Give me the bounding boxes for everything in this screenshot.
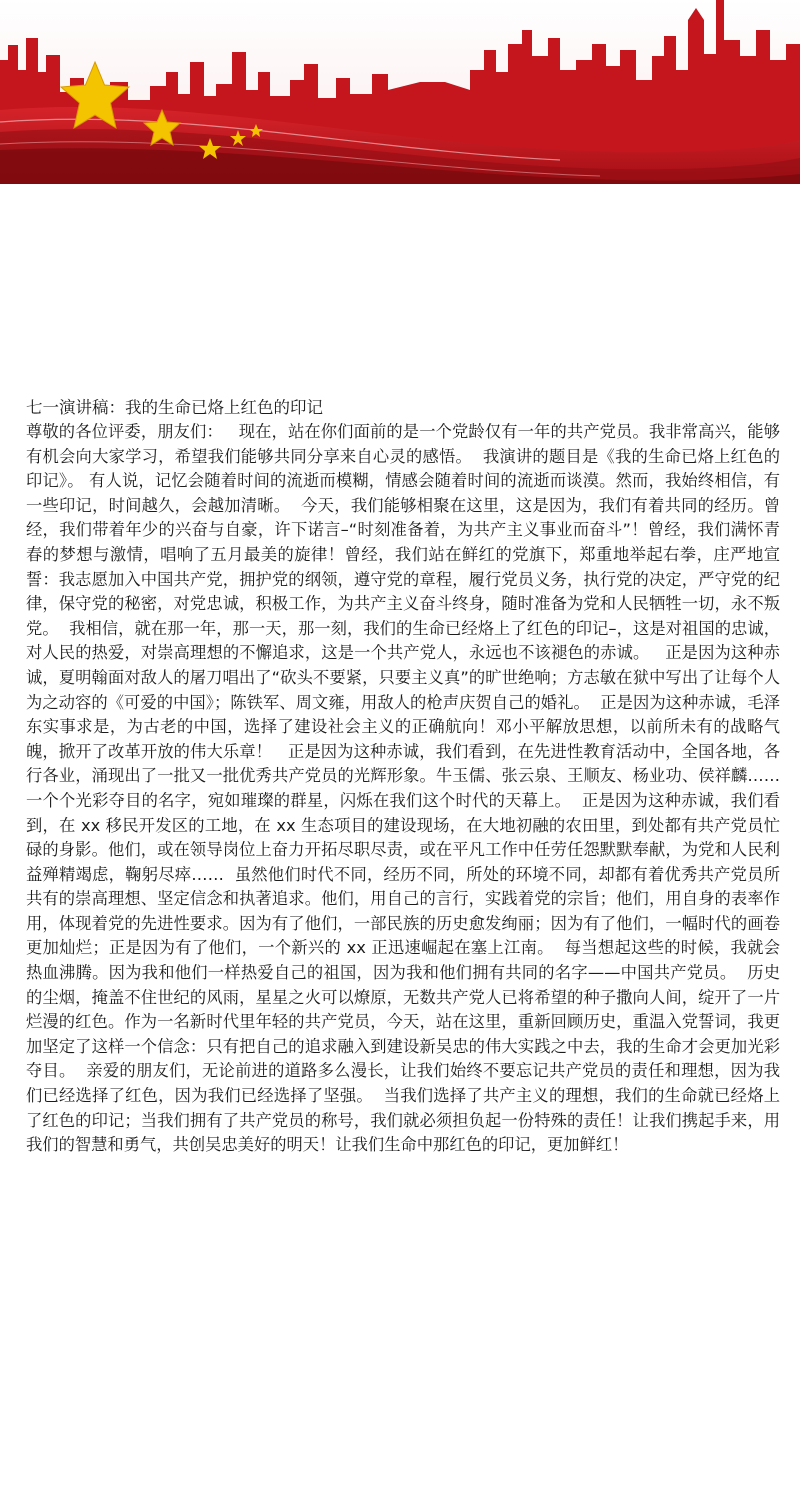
- article-body: 尊敬的各位评委，朋友们： 现在，站在你们面前的是一个党龄仅有一年的共产党员。我非常高兴，能够有机会向大家学习，希望我们能够共同分享来自心灵的感悟。 我演讲的题目是《我的生命已烙上红色的印记》。 有人说，记忆会随着时间的流逝而模糊，情感会随着时间的流逝而谈漠。然而，我始终相信，有一些印记，时间越久，会越加清晰。 今天，我们能够相聚在这里，这是因为，我们有着共同的经历。曾经，我们带着年少的兴奋与自豪，许下诺言–“时刻准备着，为共产主义事业而奋斗”！曾经，我们满怀青春的梦想与激情，唱响了五月最美的旋律！曾经，我们站在鲜红的党旗下，郑重地举起右拳，庄严地宣誓：我志愿加入中国共产党，拥护党的纲领，遵守党的章程，履行党员义务，执行党的决定，严守党的纪律，保守党的秘密，对党忠诚，积极工作，为共产主义奋斗终身，随时准备为党和人民牺牲一切，永不叛党。 我相信，就在那一年，那一天，那一刻，我们的生命已经烙上了红色的印记–，这是对祖国的忠诚，对人民的热爱，对崇高理想的不懈追求，这是一个共产党人，永远也不该褪色的赤诚。 正是因为这种赤诚，夏明翰面对敌人的屠刀唱出了“砍头不要紧，只要主义真”的旷世绝响；方志敏在狱中写出了让每个人为之动容的《可爱的中国》；陈铁军、周文雍，用敌人的枪声庆贺自己的婚礼。 正是因为这种赤诚，毛泽东实事求是，为古老的中国，选择了建设社会主义的正确航向！邓小平解放思想，以前所未有的战略气魄，掀开了改革开放的伟大乐章！ 正是因为这种赤诚，我们看到，在先进性教育活动中，全国各地，各行各业，涌现出了一批又一批优秀共产党员的光辉形象。牛玉儒、张云泉、王顺友、杨业功、侯祥麟……一个个光彩夺目的名字，宛如璀璨的群星，闪烁在我们这个时代的天幕上。 正是因为这种赤诚，我们看到，在 xx 移民开发区的工地，在 xx 生态项目的建设现场，在大地初融的农田里，到处都有共产党员忙碌的身影。他们，或在领导岗位上奋力开拓尽职尽责，或在平凡工作中任劳任怨默默奉献，为党和人民利益殚精竭虑，鞠躬尽瘁…… 虽然他们时代不同，经历不同，所处的环境不同，却都有着优秀共产党员所共有的崇高理想、坚定信念和执著追求。他们，用自己的言行，实践着党的宗旨；他们，用自身的表率作用，体现着党的先进性要求。因为有了他们，一部民族的历史愈发绚丽；因为有了他们，一幅时代的画卷更加灿烂；正是因为有了他们，一个新兴的 xx 正迅速崛起在塞上江南。 每当想起这些的时候，我就会热血沸腾。因为我和他们一样热爱自己的祖国，因为我和他们拥有共同的名字——中国共产党员。 历史的尘烟，掩盖不住世纪的风雨，星星之火可以燎原，无数共产党人已将希望的种子撒向人间，绽开了一片烂漫的红色。作为一名新时代里年轻的共产党员，今天，站在这里，重新回顾历史，重温入党誓词，我更加坚定了这样一个信念：只有把自己的追求融入到建设新吴忠的伟大实践之中去，我的生命才会更加光彩夺目。 亲爱的朋友们，无论前进的道路多么漫长，让我们始终不要忘记共产党员的责任和理想，因为我们已经选择了红色，因为我们已经选择了坚强。 当我们选择了共产主义的理想，我们的生命就已经烙上了红色的印记；当我们拥有了共产党员的称号，我们就必须担负起一份特殊的责任！让我们携起手来，用我们的智慧和勇气，共创吴忠美好的明天！让我们生命中那红色的印记，更加鲜红！: [26, 422, 780, 1155]
- header-banner: [0, 0, 800, 184]
- city-skyline-banner: [0, 0, 800, 184]
- article-title: 七一演讲稿：我的生命已烙上红色的印记: [26, 398, 323, 417]
- speech-article: [26, 396, 780, 1158]
